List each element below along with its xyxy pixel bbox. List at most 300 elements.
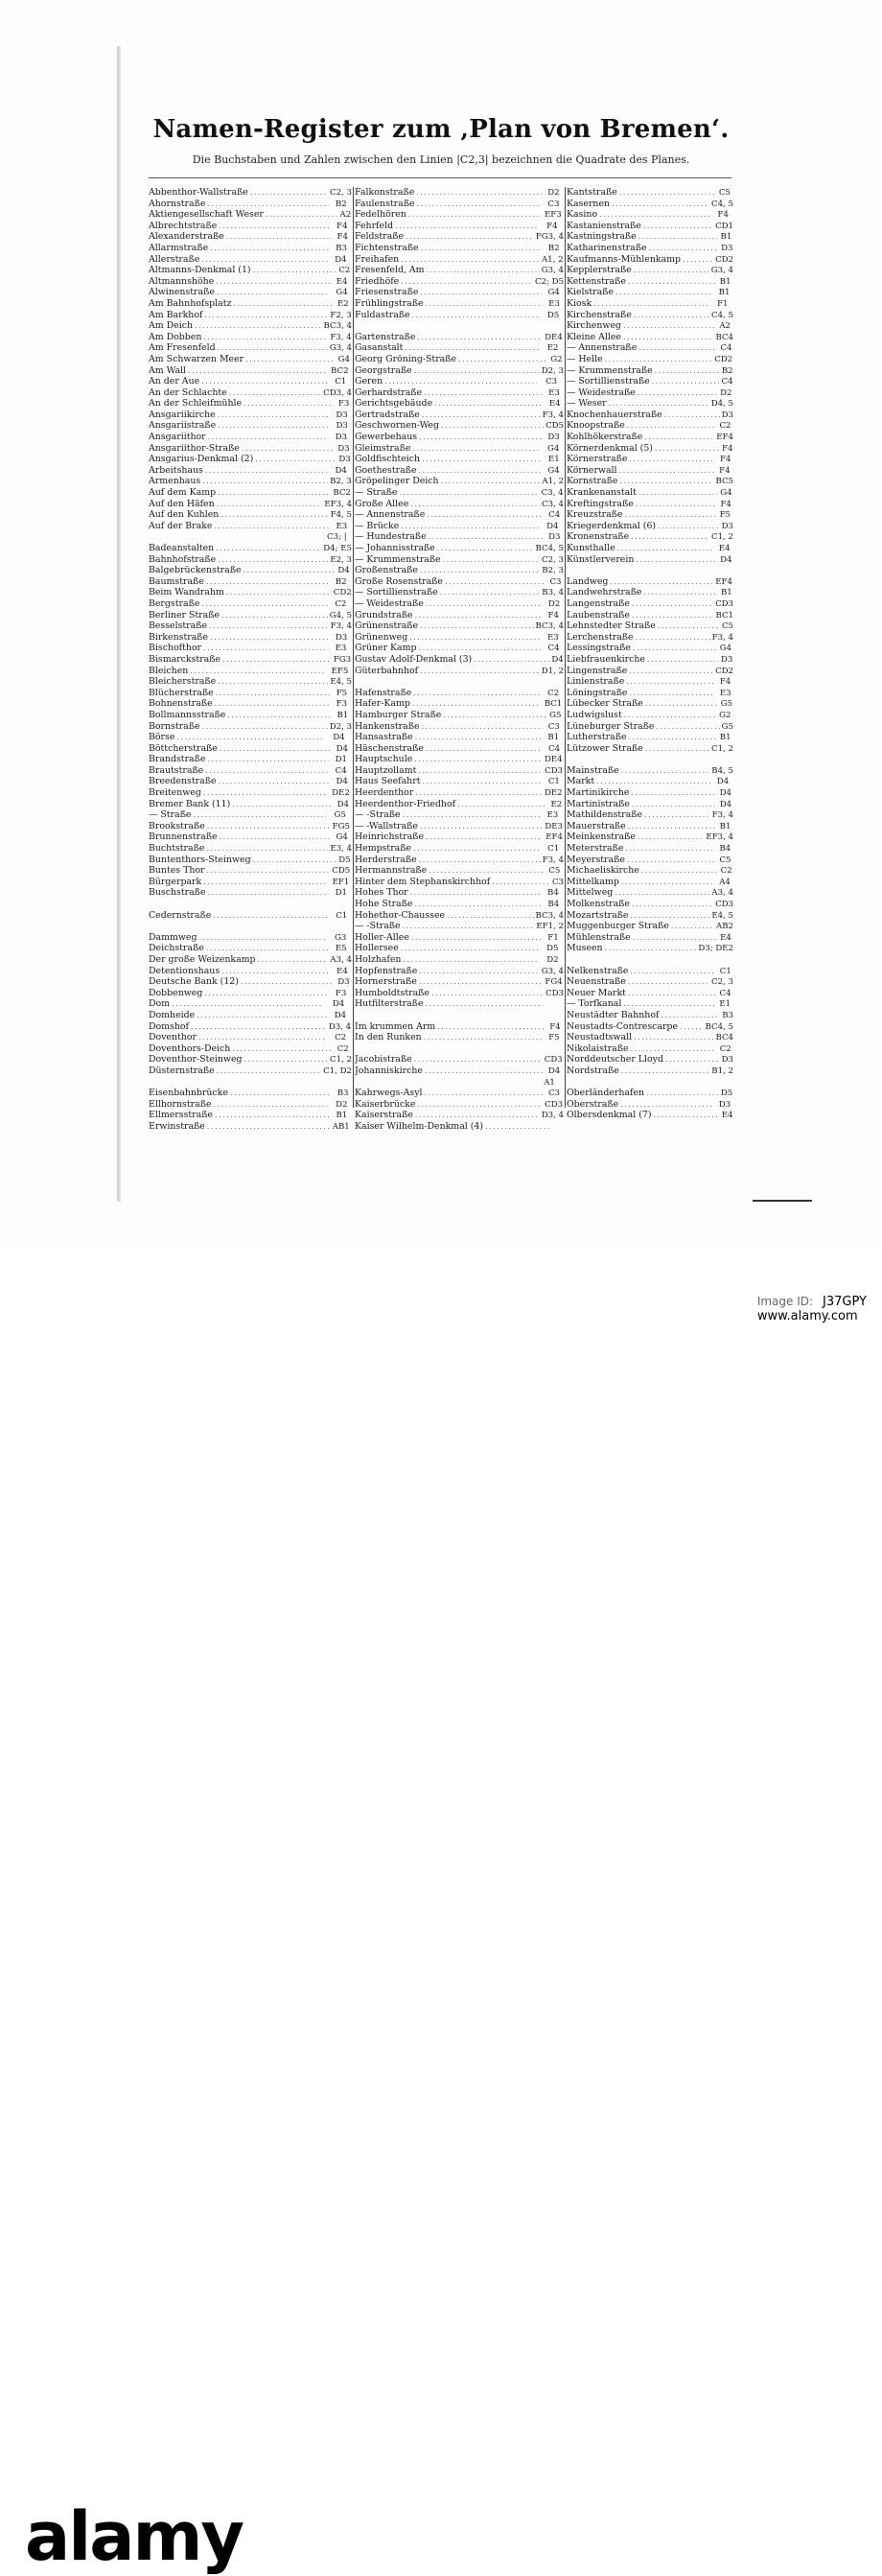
- grid-square-code: A1, 2: [542, 477, 564, 487]
- leader-dots: [617, 465, 714, 477]
- register-entry: [355, 954, 564, 966]
- entry-name: Am Deich: [149, 320, 193, 332]
- register-column-3: [567, 187, 733, 1121]
- entry-name: Lützower Straße: [567, 742, 643, 754]
- entry-name: Kastanienstraße: [567, 220, 641, 231]
- register-entry: [567, 765, 733, 777]
- register-entry: [567, 443, 733, 455]
- entry-name: — Sortillienstraße: [567, 376, 650, 387]
- entry-name: Detentionshaus: [149, 965, 220, 976]
- entry-name: Nelkenstraße: [567, 965, 629, 976]
- entry-name: Molkenstraße: [567, 899, 630, 909]
- leader-dots: [201, 643, 328, 654]
- register-entry: [149, 276, 352, 288]
- grid-square-code: D4: [336, 777, 348, 787]
- entry-name: Nikolaistraße: [567, 1042, 629, 1054]
- leader-dots: [205, 1121, 329, 1133]
- entry-name: Armenhaus: [149, 476, 201, 487]
- entry-name: Domshof: [149, 1020, 190, 1032]
- grid-square-code: D3: [548, 532, 561, 543]
- leader-dots: [418, 666, 540, 677]
- grid-square-code: D4: [332, 999, 345, 1010]
- register-entry: [355, 454, 564, 465]
- grid-square-code: D4: [720, 554, 732, 565]
- grid-square-code: B1: [719, 821, 731, 831]
- grid-square-code: B2, 3: [330, 477, 352, 487]
- grid-square-code: F4: [722, 443, 733, 454]
- grid-square-code: D3: [337, 977, 350, 988]
- entry-name: Gustav Adolf-Denkmal (3): [355, 653, 473, 665]
- register-entry: [355, 910, 564, 922]
- entry-name: Lutherstraße: [567, 732, 627, 743]
- grid-square-code: D5: [546, 310, 560, 320]
- leader-dots: [418, 565, 540, 576]
- leader-dots: [191, 809, 326, 821]
- register-entry: [149, 754, 352, 765]
- grid-square-code: C4: [719, 988, 731, 998]
- register-column-2: [355, 187, 564, 1132]
- entry-name: Bismarckstraße: [149, 653, 221, 665]
- grid-square-code: C4, 5: [711, 199, 733, 209]
- entry-name: Dobbenweg: [149, 987, 203, 998]
- grid-square-code: F3: [336, 699, 348, 710]
- leader-dots: [418, 621, 533, 632]
- register-column-1: [149, 187, 352, 1132]
- leader-dots: [404, 231, 534, 243]
- grid-square-code: FG3: [333, 654, 352, 665]
- entry-name: Olbersdenkmal (7): [567, 1110, 652, 1121]
- entry-name: Kohlhökerstraße: [567, 432, 643, 443]
- leader-dots: [216, 342, 328, 354]
- leader-dots: [220, 654, 331, 666]
- register-entry: [567, 899, 733, 910]
- leader-dots: [634, 499, 717, 510]
- register-entry: [567, 587, 733, 598]
- leader-dots: [441, 710, 545, 721]
- leader-dots: [199, 598, 327, 610]
- entry-name: Knochenhauerstraße: [567, 409, 662, 420]
- register-entry: [567, 454, 733, 465]
- entry-name: Georg Gröning-Straße: [355, 353, 457, 364]
- grid-square-code: C5: [548, 866, 561, 877]
- register-entry: [355, 843, 564, 855]
- entry-name: Kaiser Wilhelm-Denkmal (4): [355, 1120, 484, 1132]
- grid-square-code: D4: [335, 254, 347, 265]
- register-entry: [567, 332, 733, 343]
- entry-name: Oberstraße: [567, 1098, 619, 1110]
- entry-name: — Straße: [149, 809, 192, 821]
- grid-square-code: F4: [549, 1021, 561, 1032]
- document-page: [0, 0, 882, 1247]
- leader-dots: [632, 310, 709, 321]
- leader-dots: [216, 420, 330, 432]
- register-entry: [149, 387, 352, 399]
- leader-dots: [621, 332, 713, 343]
- register-entry: [149, 1110, 352, 1121]
- entry-name: An der Aue: [149, 376, 200, 387]
- entry-name: Cedernstraße: [149, 909, 212, 921]
- leader-dots: [393, 221, 539, 232]
- leader-dots: [208, 243, 329, 254]
- grid-square-code: E5: [335, 944, 347, 954]
- register-entry: [355, 676, 564, 688]
- grid-square-code: C3: [547, 1089, 560, 1099]
- leader-dots: [621, 998, 714, 1010]
- leader-dots: [418, 821, 542, 832]
- leader-dots: [630, 610, 714, 621]
- grid-square-code: A3, 4: [330, 954, 352, 965]
- register-entry: [567, 998, 733, 1010]
- leader-dots: [610, 199, 709, 210]
- entry-name: Ansgariikirche: [149, 409, 216, 420]
- register-entry: [355, 887, 564, 899]
- grid-square-code: AB1: [332, 1121, 350, 1132]
- entry-name: Brookstraße: [149, 820, 205, 831]
- leader-dots: [619, 765, 710, 777]
- grid-square-code: G3, 4: [329, 343, 352, 354]
- entry-name: Kirchenstraße: [567, 309, 632, 320]
- leader-dots: [427, 865, 543, 877]
- leader-dots: [641, 221, 713, 232]
- entry-name: Kreftingstraße: [567, 498, 634, 509]
- register-entry: [149, 887, 352, 899]
- leader-dots: [626, 821, 715, 832]
- register-entry: [355, 1043, 564, 1055]
- register-entry: [567, 1054, 733, 1066]
- grid-square-code: FG4: [545, 977, 563, 988]
- entry-name: Bollmannsstraße: [149, 709, 226, 720]
- grid-square-code: D2: [547, 598, 561, 609]
- grid-square-code: CD2: [715, 666, 733, 676]
- register-entry: [149, 187, 352, 199]
- leader-dots: [681, 254, 713, 266]
- register-entry: [149, 287, 352, 298]
- grid-square-code: D4: [719, 788, 732, 799]
- leader-dots: [217, 221, 330, 232]
- entry-name: Haus Seefahrt: [355, 776, 421, 787]
- entry-name: — Straße: [355, 487, 398, 499]
- register-entry: [355, 509, 564, 521]
- register-entry: [567, 966, 733, 977]
- register-entry: [355, 476, 564, 487]
- entry-name: Am Barkhof: [149, 309, 203, 320]
- leader-dots: [197, 1032, 327, 1043]
- entry-name: Humboldtstraße: [355, 987, 429, 998]
- entry-name: Heinrichstraße: [355, 831, 424, 843]
- register-entry: [149, 776, 352, 787]
- grid-square-code: E3: [546, 810, 559, 821]
- entry-name: Ellmersstraße: [149, 1110, 214, 1121]
- register-entry: [567, 243, 733, 254]
- leader-dots: [424, 831, 543, 843]
- leader-dots: [413, 610, 542, 621]
- grid-square-code: E3: [336, 521, 348, 531]
- grid-square-code: B1: [718, 288, 731, 298]
- grid-square-code: C1, 2: [711, 743, 733, 754]
- entry-name: Hafenstraße: [355, 687, 412, 698]
- leader-dots: [645, 654, 718, 666]
- grid-square-code: BC2: [333, 488, 351, 499]
- grid-square-code: C2: [719, 1043, 731, 1054]
- leader-dots: [413, 732, 542, 743]
- register-entry: [355, 342, 564, 354]
- entry-name: Ludwigslust: [567, 709, 622, 720]
- register-entry: [149, 976, 352, 988]
- entry-name: Altmannshöhe: [149, 275, 215, 287]
- leader-dots: [212, 521, 329, 532]
- leader-dots: [622, 710, 715, 721]
- leader-dots: [195, 1010, 327, 1021]
- leader-dots: [625, 855, 715, 866]
- entry-name: Breedenstraße: [149, 776, 217, 787]
- register-entry: [149, 865, 352, 877]
- register-entry: [149, 899, 352, 910]
- grid-square-code: A2: [719, 321, 731, 332]
- entry-name: Böttcherstraße: [149, 742, 218, 754]
- register-entry: [355, 310, 564, 321]
- entry-name: Birkenstraße: [149, 631, 209, 643]
- grid-square-code: D3: [337, 443, 350, 454]
- entry-name: Auf der Brake: [149, 520, 213, 531]
- grid-square-code: G5: [721, 721, 733, 732]
- leader-dots: [659, 1010, 720, 1021]
- entry-name: Doventhors-Deich: [149, 1042, 231, 1054]
- grid-square-code: D4: [337, 566, 350, 576]
- grid-square-code: E3: [335, 644, 347, 654]
- grid-square-code: G4: [337, 354, 350, 364]
- leader-dots: [401, 809, 540, 821]
- entry-name: Faulenstraße: [355, 198, 415, 209]
- leader-dots: [427, 531, 544, 543]
- register-entry: [149, 643, 352, 654]
- register-entry: [149, 799, 352, 810]
- grid-square-code: D4: [546, 521, 559, 531]
- entry-name: Auf den Kuhlen: [149, 509, 220, 521]
- grid-square-code: F4: [720, 499, 731, 509]
- register-entry: [567, 721, 733, 733]
- register-entry: [567, 276, 733, 288]
- entry-name: Große Allee: [355, 498, 409, 509]
- register-entry: [149, 443, 352, 455]
- grid-square-code: D3: [338, 455, 351, 465]
- register-entry: [567, 632, 733, 644]
- grid-square-code: F3, 4: [330, 332, 352, 342]
- leader-dots: [422, 1032, 543, 1043]
- entry-name: Hohethor-Chaussee: [355, 909, 446, 921]
- leader-dots: [248, 187, 328, 199]
- leader-dots: [383, 376, 537, 387]
- register-entry: [567, 1021, 733, 1033]
- grid-square-code: D5: [546, 944, 559, 954]
- leader-dots: [228, 1088, 332, 1099]
- register-entry: [149, 543, 352, 554]
- entry-name: Mauerstraße: [567, 820, 626, 831]
- leader-dots: [627, 688, 715, 699]
- leader-dots: [597, 209, 710, 221]
- leader-dots: [412, 754, 541, 765]
- register-entry: [355, 465, 564, 477]
- grid-square-code: C5: [718, 188, 731, 198]
- grid-square-code: D4, 5: [710, 399, 733, 410]
- register-entry: [149, 877, 352, 888]
- register-entry: [567, 320, 733, 332]
- leader-dots: [408, 887, 541, 899]
- leader-dots: [603, 354, 712, 365]
- grid-square-code: C4: [548, 510, 561, 521]
- register-entry: [355, 643, 564, 654]
- leader-dots: [628, 966, 715, 977]
- entry-name: Holler-Allee: [355, 931, 409, 943]
- entry-name: Am Schwarzen Meer: [149, 353, 244, 364]
- grid-square-code: D3, 4: [541, 1111, 564, 1121]
- grid-square-code: C2, 3: [330, 188, 352, 198]
- grid-square-code: G2: [550, 354, 563, 364]
- leader-dots: [637, 342, 717, 354]
- register-entry: [355, 1088, 564, 1099]
- register-entry: [149, 610, 352, 621]
- entry-name: Hempstraße: [355, 843, 412, 855]
- leader-dots: [415, 332, 542, 343]
- leader-dots: [424, 598, 543, 610]
- register-entry: [149, 921, 352, 932]
- leader-dots: [650, 376, 719, 387]
- leader-dots: [220, 610, 328, 621]
- grid-square-code: D1, 2: [541, 666, 564, 676]
- register-entry: [149, 376, 352, 387]
- entry-name: Linienstraße: [567, 676, 625, 688]
- register-entry: [567, 499, 733, 510]
- entry-name: Hinter dem Stephanskirchhof: [355, 876, 491, 887]
- register-entry: [149, 209, 352, 221]
- leader-dots: [615, 543, 714, 554]
- register-entry: [149, 621, 352, 632]
- leader-dots: [203, 465, 328, 477]
- entry-name: Kiosk: [567, 297, 592, 309]
- register-entry: [567, 376, 733, 387]
- entry-name: — -Straße: [355, 921, 401, 932]
- grid-square-code: EF3, 4: [706, 832, 733, 843]
- grid-square-code: F3, 4: [542, 855, 564, 865]
- grid-square-code: C2; D5: [534, 276, 564, 287]
- site-url: www.alamy.com: [756, 1309, 858, 1323]
- entry-name: Fuldastraße: [355, 309, 410, 320]
- leader-dots: [217, 776, 331, 787]
- register-entry: [567, 199, 733, 210]
- entry-name: Nordstraße: [567, 1065, 619, 1076]
- leader-dots: [240, 443, 334, 455]
- register-entry: [355, 209, 564, 221]
- entry-name: Kaiserstraße: [355, 1110, 413, 1121]
- register-entry: [567, 476, 733, 487]
- entry-name: Hauptzollamt: [355, 764, 417, 776]
- leader-dots: [420, 721, 543, 733]
- leader-dots: [423, 1088, 543, 1099]
- register-entry: [355, 521, 564, 532]
- leader-dots: [643, 743, 709, 755]
- grid-square-code: D2, 3: [541, 365, 564, 376]
- entry-name: Goethestraße: [355, 464, 417, 476]
- leader-dots: [617, 187, 714, 199]
- register-entry: [149, 821, 352, 832]
- grid-square-code: B1: [547, 733, 560, 743]
- leader-dots: [200, 476, 328, 487]
- entry-name: Neuer Markt: [567, 987, 626, 998]
- register-entry: [355, 831, 564, 843]
- leader-dots: [629, 1043, 716, 1055]
- grid-square-code: D5: [720, 1089, 733, 1099]
- entry-name: Auf den Häfen: [149, 498, 215, 509]
- grid-square-code: C2, 3: [542, 554, 564, 565]
- grid-square-code: F2, 3: [330, 310, 352, 320]
- register-entry: [149, 598, 352, 610]
- entry-name: Georgstraße: [355, 364, 412, 376]
- leader-dots: [420, 776, 542, 787]
- entry-name: Buschstraße: [149, 887, 206, 899]
- grid-square-code: C2: [335, 1033, 347, 1043]
- leader-dots: [204, 943, 329, 954]
- register-entry: [355, 776, 564, 787]
- leader-dots: [399, 276, 533, 288]
- leader-dots: [639, 865, 717, 877]
- leader-dots: [203, 765, 328, 777]
- grid-square-code: E3: [548, 298, 560, 309]
- register-entry: [149, 966, 352, 977]
- leader-dots: [634, 554, 716, 566]
- leader-dots: [607, 398, 709, 410]
- image-id-label: Image ID:: [756, 1295, 814, 1308]
- leader-dots: [417, 643, 543, 654]
- grid-square-code: EF3, 4: [324, 499, 352, 509]
- grid-square-code: C4: [720, 343, 732, 354]
- entry-name: Brandstraße: [149, 754, 206, 765]
- register-entry: [567, 231, 733, 243]
- entry-name: Langenstraße: [567, 597, 630, 609]
- register-entry: [355, 231, 564, 243]
- entry-name: Meinkenstraße: [567, 831, 636, 843]
- leader-dots: [214, 543, 321, 554]
- grid-square-code: B1: [337, 710, 349, 720]
- leader-dots: [652, 1110, 720, 1121]
- grid-square-code: C4: [335, 765, 347, 776]
- register-entry: [149, 1077, 352, 1089]
- leader-dots: [401, 921, 535, 932]
- entry-name: Hankenstraße: [355, 720, 420, 732]
- entry-name: Buchtstraße: [149, 843, 205, 855]
- register-entry: [567, 1032, 733, 1043]
- register-entry: [149, 487, 352, 499]
- leader-dots: [630, 899, 713, 910]
- register-entry: [355, 543, 564, 554]
- grid-square-code: C2: [720, 866, 732, 877]
- entry-name: Grünenweg: [355, 631, 408, 643]
- grid-square-code: D4: [337, 799, 349, 809]
- grid-square-code: C2: [335, 598, 347, 609]
- leader-dots: [242, 565, 335, 576]
- register-entry: [567, 543, 733, 554]
- register-entry: [355, 587, 564, 598]
- grid-square-code: C1: [336, 910, 348, 921]
- entry-name: In den Runken: [355, 1032, 422, 1043]
- entry-name: Ansgariistraße: [149, 420, 217, 432]
- grid-square-code: E2, 3: [330, 554, 352, 565]
- leader-dots: [623, 843, 714, 855]
- grid-square-code: B1: [720, 232, 732, 243]
- entry-name: Bergstraße: [149, 597, 200, 609]
- grid-square-code: CD3: [545, 1099, 563, 1110]
- entry-name: Fehrfeld: [355, 220, 394, 231]
- leader-dots: [220, 966, 331, 977]
- leader-dots: [414, 187, 542, 199]
